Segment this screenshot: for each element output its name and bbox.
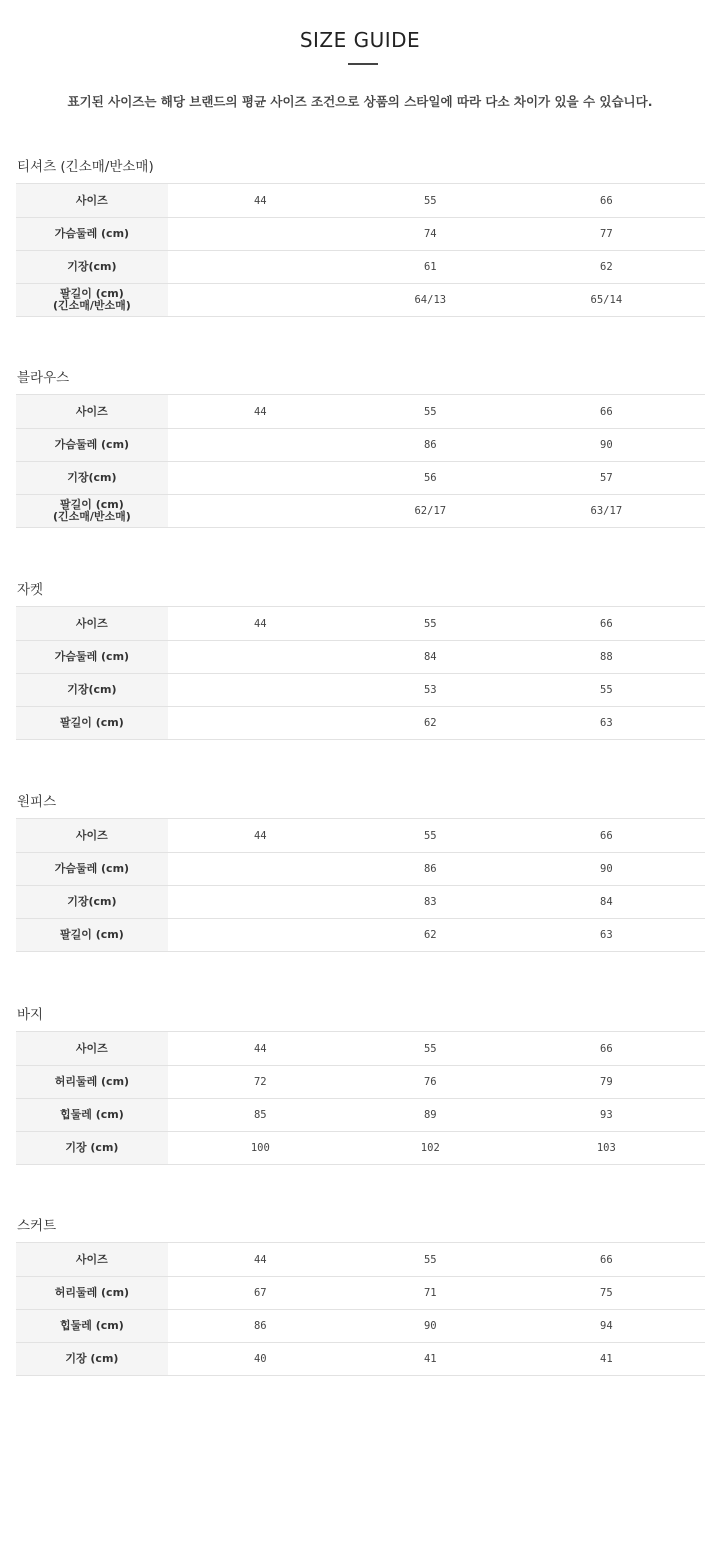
table-row <box>16 1132 705 1165</box>
table-cell: 90 <box>508 853 705 886</box>
table-cell: 85 <box>168 1099 353 1132</box>
row-label-text: 기장(cm) <box>67 471 117 484</box>
section-title: 스커트 <box>17 1218 57 1234</box>
table-cell: 94 <box>508 1310 705 1343</box>
row-label <box>16 251 168 284</box>
table-cell: 77 <box>508 218 705 251</box>
table-cell: 75 <box>508 1277 705 1310</box>
table-cell <box>168 462 353 495</box>
table-cell: 55 <box>353 607 508 641</box>
table-row <box>16 184 705 218</box>
row-label-text: 팔길이 (cm) <box>60 716 124 729</box>
table-cell: 90 <box>508 429 705 462</box>
table-cell <box>168 251 353 284</box>
row-label-text: 팔길이 (cm) <box>60 928 124 941</box>
table-row <box>16 1099 705 1132</box>
row-label-subtext: (긴소매/반소매) <box>52 299 131 312</box>
row-label <box>16 495 168 528</box>
row-label <box>16 1243 168 1277</box>
table-cell: 90 <box>353 1310 508 1343</box>
section-title: 원피스 <box>17 794 57 810</box>
table-cell: 44 <box>168 1032 353 1066</box>
table-cell: 55 <box>353 1032 508 1066</box>
row-label-text: 사이즈 <box>75 193 108 207</box>
table-cell: 93 <box>508 1099 705 1132</box>
row-label <box>16 1343 168 1376</box>
table-row <box>16 395 705 429</box>
table-cell: 55 <box>353 395 508 429</box>
table-cell: 56 <box>353 462 508 495</box>
table-row <box>16 819 705 853</box>
row-label <box>16 641 168 674</box>
table-row <box>16 1310 705 1343</box>
row-label-text: 허리둘레 (cm) <box>54 1286 130 1299</box>
row-label <box>16 1132 168 1165</box>
table-cell: 63/17 <box>508 495 705 528</box>
table-row <box>16 707 705 740</box>
section-title: 바지 <box>17 1007 44 1023</box>
row-label <box>16 919 168 952</box>
row-label-text: 가슴둘레 (cm) <box>54 862 130 875</box>
table-row <box>16 429 705 462</box>
table-cell: 55 <box>353 184 508 218</box>
row-label-text: 힙둘레 (cm) <box>60 1319 124 1332</box>
row-label-text: 가슴둘레 (cm) <box>54 227 130 240</box>
size-table <box>16 183 705 317</box>
table-cell: 44 <box>168 395 353 429</box>
table-cell: 44 <box>168 819 353 853</box>
row-label <box>16 607 168 641</box>
table-cell: 86 <box>353 853 508 886</box>
section-title: 티셔츠 (긴소매/반소매) <box>17 159 154 175</box>
table-cell: 66 <box>508 819 705 853</box>
table-cell <box>168 919 353 952</box>
row-label <box>16 395 168 429</box>
row-label-text: 사이즈 <box>75 1041 108 1055</box>
row-label <box>16 853 168 886</box>
table-row <box>16 1066 705 1099</box>
size-table <box>16 1031 705 1165</box>
table-cell: 44 <box>168 1243 353 1277</box>
table-cell: 102 <box>353 1132 508 1165</box>
row-label <box>16 429 168 462</box>
row-label <box>16 1310 168 1343</box>
table-cell <box>168 886 353 919</box>
table-cell: 76 <box>353 1066 508 1099</box>
table-row <box>16 674 705 707</box>
table-cell <box>168 853 353 886</box>
row-label <box>16 1099 168 1132</box>
table-row <box>16 641 705 674</box>
table-cell: 41 <box>353 1343 508 1376</box>
row-label-subtext: (긴소매/반소매) <box>52 510 131 523</box>
table-row <box>16 886 705 919</box>
title-divider <box>348 63 378 65</box>
table-cell: 41 <box>508 1343 705 1376</box>
row-label-text: 기장 (cm) <box>65 1141 119 1154</box>
table-cell: 67 <box>168 1277 353 1310</box>
table-cell: 55 <box>353 1243 508 1277</box>
table-cell: 74 <box>353 218 508 251</box>
table-cell: 44 <box>168 184 353 218</box>
table-row <box>16 462 705 495</box>
row-label-text: 기장(cm) <box>67 260 117 273</box>
table-cell: 66 <box>508 607 705 641</box>
size-table <box>16 394 705 528</box>
table-cell: 66 <box>508 395 705 429</box>
row-label <box>16 707 168 740</box>
row-label-text: 사이즈 <box>75 404 108 418</box>
table-cell: 84 <box>353 641 508 674</box>
page-title: SIZE GUIDE <box>299 28 421 52</box>
row-label-text: 기장(cm) <box>67 683 117 696</box>
row-label <box>16 462 168 495</box>
table-cell <box>168 674 353 707</box>
row-label-text: 허리둘레 (cm) <box>54 1075 130 1088</box>
row-label <box>16 886 168 919</box>
table-cell: 63 <box>508 919 705 952</box>
size-table <box>16 606 705 740</box>
table-cell: 66 <box>508 1032 705 1066</box>
size-table <box>16 1242 705 1376</box>
table-cell: 62 <box>353 707 508 740</box>
row-label <box>16 184 168 218</box>
table-cell <box>168 707 353 740</box>
row-label <box>16 819 168 853</box>
table-cell: 63 <box>508 707 705 740</box>
table-cell: 86 <box>168 1310 353 1343</box>
table-cell: 86 <box>353 429 508 462</box>
table-cell: 53 <box>353 674 508 707</box>
table-cell: 89 <box>353 1099 508 1132</box>
row-label <box>16 218 168 251</box>
table-cell: 72 <box>168 1066 353 1099</box>
table-cell <box>168 641 353 674</box>
table-row <box>16 284 705 317</box>
table-row <box>16 919 705 952</box>
table-cell <box>168 429 353 462</box>
table-row <box>16 495 705 528</box>
table-cell: 55 <box>353 819 508 853</box>
table-cell: 55 <box>508 674 705 707</box>
table-row <box>16 1343 705 1376</box>
section-title: 블라우스 <box>17 370 70 386</box>
table-cell: 66 <box>508 1243 705 1277</box>
table-cell: 62/17 <box>353 495 508 528</box>
table-row <box>16 1032 705 1066</box>
table-cell: 57 <box>508 462 705 495</box>
table-cell: 100 <box>168 1132 353 1165</box>
table-cell: 84 <box>508 886 705 919</box>
table-row <box>16 251 705 284</box>
table-cell: 103 <box>508 1132 705 1165</box>
row-label-text: 가슴둘레 (cm) <box>54 438 130 451</box>
row-label-text: 힙둘레 (cm) <box>60 1108 124 1121</box>
table-cell <box>168 495 353 528</box>
row-label-text: 기장 (cm) <box>65 1352 119 1365</box>
table-cell: 61 <box>353 251 508 284</box>
row-label <box>16 1032 168 1066</box>
size-table <box>16 818 705 952</box>
table-cell: 65/14 <box>508 284 705 317</box>
row-label-text: 팔길이 (cm) <box>60 287 124 300</box>
table-cell: 83 <box>353 886 508 919</box>
row-label-text: 팔길이 (cm) <box>60 498 124 511</box>
table-cell <box>168 218 353 251</box>
table-cell: 62 <box>508 251 705 284</box>
table-cell: 62 <box>353 919 508 952</box>
row-label <box>16 1277 168 1310</box>
table-row <box>16 1277 705 1310</box>
table-row <box>16 1243 705 1277</box>
row-label <box>16 674 168 707</box>
table-cell: 79 <box>508 1066 705 1099</box>
row-label-text: 사이즈 <box>75 828 108 842</box>
section-title: 자켓 <box>17 582 44 598</box>
table-cell: 64/13 <box>353 284 508 317</box>
row-label-text: 가슴둘레 (cm) <box>54 650 130 663</box>
row-label-text: 사이즈 <box>75 1252 108 1266</box>
table-row <box>16 853 705 886</box>
row-label <box>16 1066 168 1099</box>
table-row <box>16 607 705 641</box>
row-label <box>16 284 168 317</box>
table-row <box>16 218 705 251</box>
row-label-text: 사이즈 <box>75 616 108 630</box>
table-cell: 66 <box>508 184 705 218</box>
table-cell: 71 <box>353 1277 508 1310</box>
table-cell: 88 <box>508 641 705 674</box>
table-cell <box>168 284 353 317</box>
row-label-text: 기장(cm) <box>67 895 117 908</box>
page-subtitle: 표기된 사이즈는 해당 브랜드의 평균 사이즈 조건으로 상품의 스타일에 따라 다소 차이가 있을 수 있습니다. <box>67 94 653 109</box>
table-cell: 40 <box>168 1343 353 1376</box>
table-cell: 44 <box>168 607 353 641</box>
